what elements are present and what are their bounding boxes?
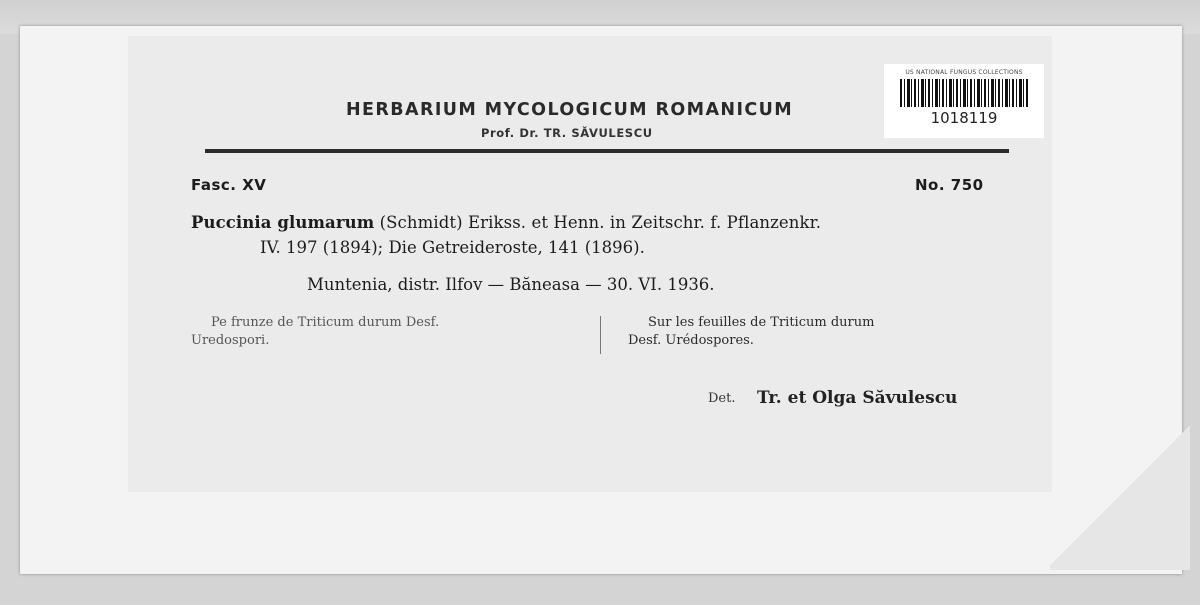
- host-french: [628, 314, 1028, 350]
- host-romanian-line1: Pe frunze de Triticum durum Desf.: [211, 315, 440, 330]
- column-divider: [600, 316, 601, 354]
- barcode-caption: US NATIONAL FUNGUS COLLECTIONS: [905, 69, 1023, 76]
- barcode-number: 1018119: [930, 109, 998, 127]
- barcode-icon: [900, 79, 1028, 107]
- determiner-prefix: Det.: [708, 391, 736, 406]
- species-name: Puccinia glumarum: [191, 213, 375, 232]
- herbarium-title: HERBARIUM MYCOLOGICUM ROMANICUM: [346, 100, 794, 120]
- specimen-number: No. 750: [915, 176, 984, 194]
- barcode-sticker: [884, 64, 1044, 138]
- determiner-names: Tr. et Olga Săvulescu: [757, 388, 958, 408]
- fascicle-label: Fasc. XV: [191, 176, 267, 194]
- species-line: [191, 213, 821, 232]
- host-french-line2: Desf. Urédospores.: [628, 333, 754, 348]
- host-french-line1: Sur les feuilles de Triticum durum: [648, 315, 875, 330]
- locality-line: Muntenia, distr. Ilfov — Băneasa — 30. VI. 1936.: [307, 275, 715, 294]
- species-authority: (Schmidt) Erikss. et Henn. in Zeitschr. f. Pflanzenkr.: [374, 213, 822, 232]
- host-romanian: [191, 314, 591, 350]
- species-citation: IV. 197 (1894); Die Getreideroste, 141 (1896).: [260, 238, 645, 257]
- header-rule: [205, 149, 1009, 153]
- host-romanian-line2: Uredospori.: [191, 333, 270, 348]
- envelope-flap: [1050, 420, 1190, 570]
- herbarium-subtitle: Prof. Dr. TR. SĂVULESCU: [481, 126, 653, 140]
